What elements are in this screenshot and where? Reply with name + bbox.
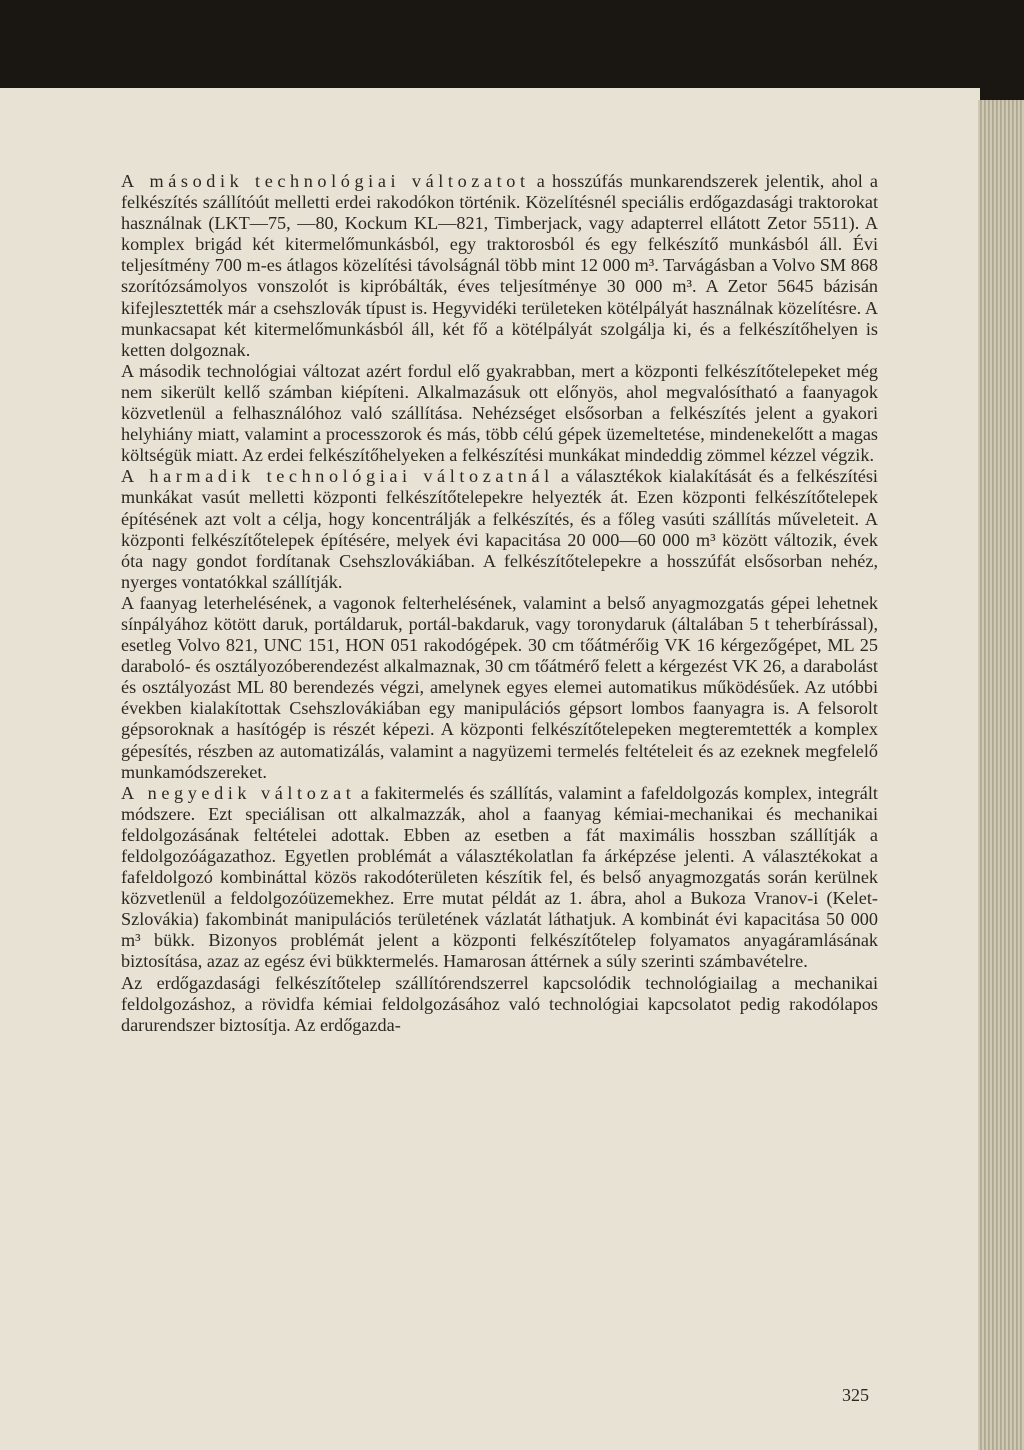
paragraph-4-body: A faanyag leterhelésének, a vagonok felterhelésének, valamint a belső anyagmozgatás gépei lehetnek sínpályához kötött daruk, portáldaruk, portál-bakdaruk, vagy toronydaruk (általában 5 t teherbírással), esetleg Volvo 821, UNC 151, HON 051 rakodógépek. 30 cm tőátmérőig VK 16 kérgezőgépet, ML 25 daraboló- és osztályozóberendezést alkalmaznak, 30 cm tőátmérő felett a kérgezést VK 26, a darabolást és osztályozást ML 80 berendezés végzi, amelynek egyes elemei automatikus működésűek. Az utóbbi években kialakítottak Csehszlovákiában egy manipulációs gépsort lombos faanyagra is. A felsorolt gépsoroknak a hasítógép is részét képezi. A központi felkészítőtelepeken megteremtették a komplex gépesítés, részben az automatizálás, valamint a nagyüzemi termelés feltételeit és az ezeknek megfelelő munkamódszereket.: [121, 592, 878, 782]
paragraph-5: [121, 783, 878, 973]
paragraph-5-body: a fakitermelés és szállítás, valamint a fafeldolgozás komplex, integrált módszere. Ezt speciálisan ott alkalmazzák, ahol a faanyag kémiai-mechanikai és mechanikai feldolgozásának feltételei adottak. Ebben az esetben a fát maximális hosszban szállítják a feldolgozóágazathoz. Egyetlen problémát a választékolatlan fa árképzése jelenti. A választékokat a fafeldolgozó kombináttal közös rakodóterületen készítik fel, és belső anyagmozgatás során kerülnek közvetlenül a feldolgozóüzemekhez. Erre mutat példát az 1. ábra, ahol a Bukoza Vranov-i (Kelet-Szlovákia) fakombinát manipulációs területének vázlatát láthatjuk. A kombinát évi kapacitása 50 000 m³ bükk. Bizonyos problémát jelent a központi felkészítőtelep folyamatos anyagáramlásának biztosítása, azaz az egész évi bükktermelés. Hamarosan áttérnek a súly szerinti számbavételre.: [121, 782, 878, 972]
page-edges: [978, 100, 1024, 1450]
paragraph-1-body: a hosszúfás munkarendszerek jelentik, ahol a felkészítés szállítóút melletti erdei rakodókon történik. Közelítésnél speciális erdőgazdasági traktorokat használnak (LKT—75, —80, Kockum KL—821, Timberjack, vagy adapterrel ellátott Zetor 5511). A komplex brigád két kitermelőmunkásból, egy traktorosból és egy felkészítő munkásból áll. Évi teljesítmény 700 m-es átlagos közelítési távolságnál több mint 12 000 m³. Tarvágásban a Volvo SM 868 szorítózsámolyos vonszolót is kipróbálták, éves teljesítménye 30 000 m³. A Zetor 5645 bázisán kifejlesztették már a csehszlovák típust is. Hegyvidéki területeken kötélpályát használnak közelítésre. A munkacsapat két kitermelőmunkásból áll, két fő a kötélpályát szolgálja ki, és a felkészítőhelyen is ketten dolgoznak.: [121, 171, 879, 360]
scan-background: [0, 0, 1024, 100]
paragraph-6-body: Az erdőgazdasági felkészítőtelep szállítórendszerrel kapcsolódik technológiailag a mechanikai feldolgozáshoz, a rövidfa kémiai feldolgozásához való technológiai kapcsolatot pedig rakodólapos darurendszer biztosítja. Az erdőgazda-: [121, 972, 878, 1035]
paragraph-2: [121, 361, 878, 466]
page-number: 325: [842, 1385, 869, 1405]
paragraph-1-lead: A második technológiai változatot: [121, 171, 530, 191]
paragraph-2-body: A második technológiai változat azért fordul elő gyakrabban, mert a központi felkészítőtelepeket még nem sikerült kellő számban kiépíteni. Alkalmazásuk ott előnyös, ahol megvalósítható a faanyagok közvetlenül a felhasználóhoz való szállítása. Nehézséget elsősorban a felkészítés jelent a gyakori helyhiány miatt, valamint a processzorok és más, több célú gépek üzemeltetése, mindenekelőtt a magas költségük miatt. Az erdei felkészítőhelyeken a felkészítési munkákat mindeddig zömmel kézzel végzik.: [121, 360, 878, 466]
paragraph-4: [121, 593, 878, 783]
paragraph-5-lead: A negyedik változat: [121, 782, 356, 803]
paragraph-6: [121, 973, 878, 1036]
paragraph-3: [121, 466, 878, 593]
paragraph-3-body: a választékok kialakítását és a felkészítési munkákat vasút melletti központi felkészítőtelepekre helyezték át. Ezen központi felkészítőtelepek építésének azt volt a célja, hogy koncentrálják a felkészítés, és a főleg vasúti szállítás műveleteit. A központi felkészítőtelepek építésére, melyek évi kapacitása 20 000—60 000 m³ között változik, évek óta nagy gondot fordítanak Csehszlovákiában. A felkészítőtelepekre a hosszúfát elsősorban nehéz, nyerges vontatókkal szállítják.: [121, 466, 878, 592]
paragraph-3-lead: A harmadik technológiai változatnál: [121, 466, 554, 487]
paragraph-1: [121, 171, 878, 361]
body-text: [121, 171, 878, 1036]
